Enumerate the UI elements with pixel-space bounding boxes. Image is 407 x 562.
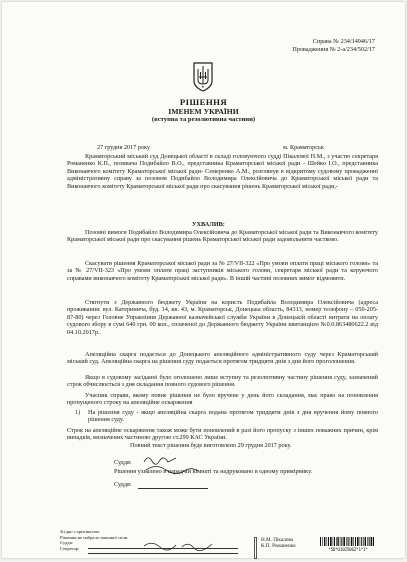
stamp-line-2: Рішення не набрало законної сили. xyxy=(60,534,129,540)
document-subtitle: ІМЕНЕМ УКРАЇНИ xyxy=(168,107,239,116)
appeal-paragraph-5: Повний текст рішення буде виготовлено 29 грудня 2017 року. xyxy=(130,442,292,449)
judge-label: Суддя: xyxy=(114,459,132,466)
stamp-divider xyxy=(254,537,257,559)
stamp-signatures-icon xyxy=(142,538,222,552)
stamp-line-judge xyxy=(88,548,238,549)
stamp-secretary-name: К.П. Романенко xyxy=(261,543,296,550)
signature-line xyxy=(138,488,208,489)
decided-paragraph-2: Скасувати рішення Краматорської міської ради за № 27/VII-322 «Про умови оплати праці міського голови» та за № 27/VII-323 «Про умови оплати праці заступників міського голови, секретаря міської ради та керуючого справами виконавчого комітету Краматорської міської ради». В іншій частині позовних вимог відмовити. xyxy=(67,260,378,282)
stamp-secretary-label: Секретар: xyxy=(60,545,80,551)
court-seal-mark-icon xyxy=(142,463,202,477)
decided-heading: УХВАЛИВ: xyxy=(192,221,225,228)
stamp-judge-label: Суддя: xyxy=(60,540,74,546)
appeal-paragraph-4: Строк на апеляційне оскарження також може бути поновлений в разі його пропуску з інших поважних причин, крім випадків, визначених частиною другою ст.299 КАС України. xyxy=(67,427,378,442)
appeal-paragraph-1: Апеляційна скарга подається до Донецького апеляційного адміністративного суду через Краматорський міський суд. Апеляційна скарга на рішення суду подається протягом тридцяти днів з дня його проголошення. xyxy=(67,351,378,366)
document-page xyxy=(2,2,405,558)
stamp-names xyxy=(261,537,296,550)
decided-paragraph-1: Позовні вимоги Подибайло Володимира Олексійовича до Краматорської міської ради та Виконавчого комітету Краматорської міської ради про скасування рішень Краматорської міської ради задовольнити частково. xyxy=(67,229,378,244)
intro-paragraph: Краматорський міський суд Донецької області в складі головуючого судді Пікалової Н.М., з участю секретаря Романенко К.П., позивача Подибайло В.О., представника Краматорської міської ради - Шейко І.О., представника Виконавчого комітету Краматорської міської ради- Семеренко А.М., розглянув в відкритому судовому провадженні адміністративну справу за позовом Подибайло Володимира Олексійовича до Краматорської міської ради та Виконавчого комітету Краматорської міської ради про скасування рішень Краматорської міської ради,- xyxy=(67,153,378,190)
appeal-paragraph-2: Якщо в судовому засіданні було оголошено лише вступну та резолютивну частину рішення суду, зазначений строк обчислюється з дня складання повного судового рішення. xyxy=(67,374,378,389)
judge-label-2: Суддя: xyxy=(114,481,132,488)
decision-date: 27 грудня 2017 року xyxy=(97,144,150,151)
barcode-icon xyxy=(320,537,374,546)
proceeding-number: Провадження № 2-а/234/502/17 xyxy=(292,46,375,53)
barcode-text: *5D*U102506Z*1*1* xyxy=(328,547,368,552)
stamp-judge-name: Н.М. Пікалова xyxy=(261,537,294,543)
appeal-list-item: На рішення суду - якщо апеляційна скарга подана протягом тридцяти днів з дня вручення йому повного рішення суду. xyxy=(88,409,378,424)
decision-city: м. Краматорськ xyxy=(283,144,324,151)
appeal-paragraph-3: Учасник справи, якому повне рішення не було вручене у день його складання, має право на поновлення пропущеного строку на апеляційне оскарження xyxy=(67,392,378,407)
case-number: Справа № 234/14946/17 xyxy=(312,38,375,45)
decision-note: Рішення ухвалено в нарадчій кімнаті та надруковано в одному примірнику. xyxy=(114,468,313,475)
stamp-line-secretary xyxy=(88,553,238,554)
document-title: РІШЕННЯ xyxy=(179,97,228,107)
decided-paragraph-3: Стягнути з Державного бюджету України на користь Подибайла Володимира Олексійовича (адреса проживання: вул. Катеринича, буд. 14, кв. 43, м. Краматорськ, Донецька область, 84313, номер телефону – 050-205-87-80) через Головне Управління Державної казначейської служби України в Донецькій області витрати на оплату судового збору в сумі 640 грн. 00 коп., сплаченої до Державного бюджету України квитанцією №0.0.863480622.2 від 04.10.2017р.. xyxy=(67,299,378,336)
document-part-label: (вступна та резолютивна частини) xyxy=(151,116,256,123)
coat-of-arms-icon xyxy=(192,62,214,92)
appeal-list-marker: 1) xyxy=(75,409,81,416)
stamp-line-1: Згідно з оригіналом. xyxy=(60,529,100,534)
